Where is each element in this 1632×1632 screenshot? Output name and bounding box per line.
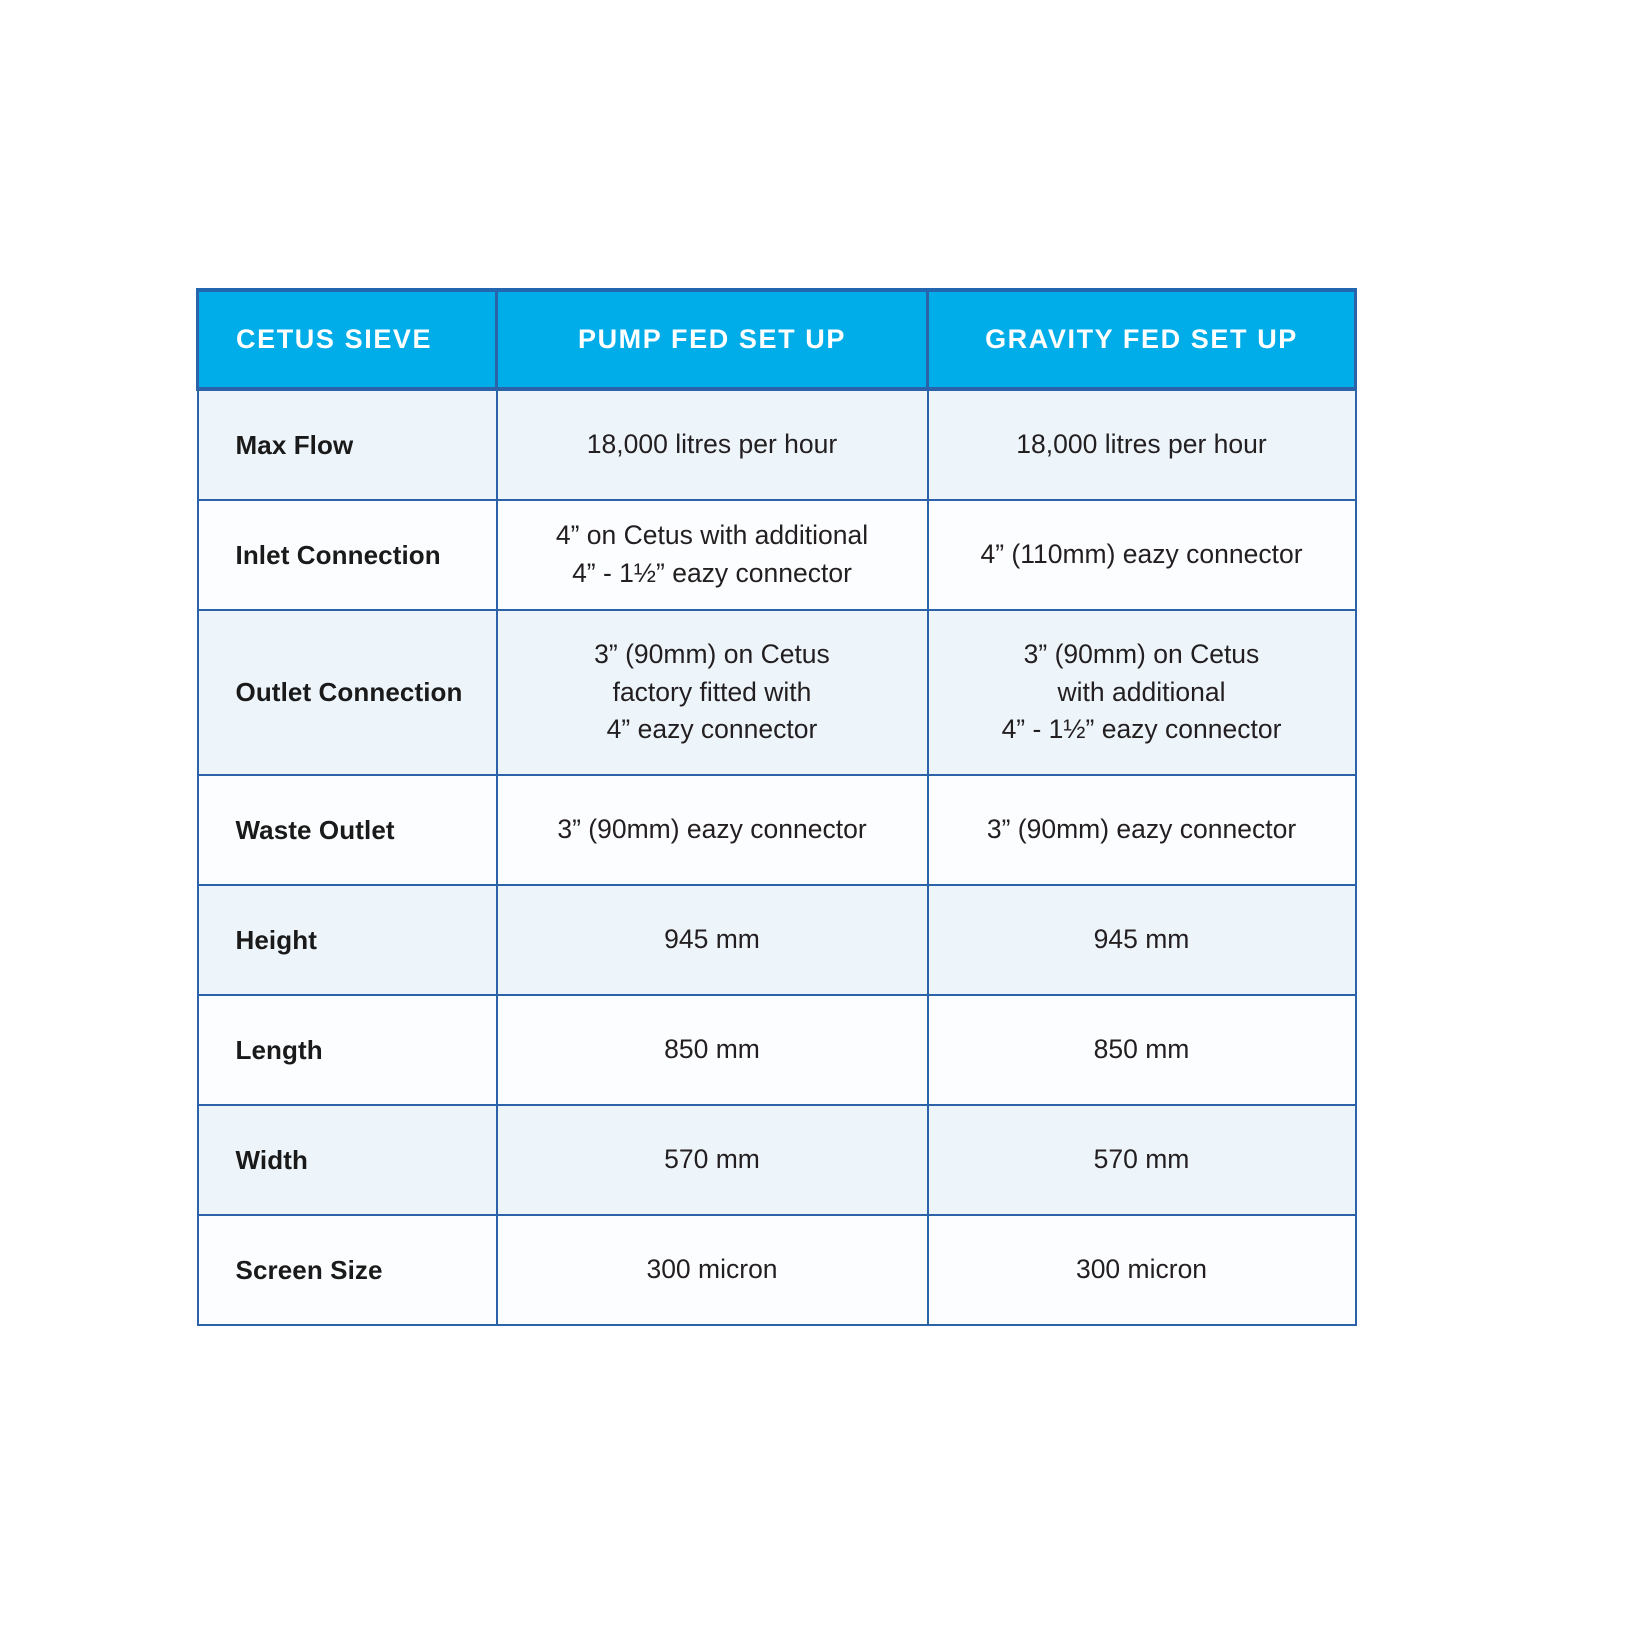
cell-text-line: 300 micron [1075, 1254, 1208, 1285]
cell-text-line: 4” - 1½” eazy connector [572, 558, 852, 588]
cell-gravity [928, 610, 1356, 775]
column-header-pump-fed-set-up: PUMP FED SET UP [497, 290, 928, 389]
cell-text-line: 4” - 1½” eazy connector [1001, 714, 1282, 745]
cell-pump [497, 1105, 928, 1215]
cell-text-line: with additional [1057, 676, 1226, 707]
table-row [198, 500, 1356, 610]
cell-text-line: 3” (90mm) on Cetus [594, 639, 830, 670]
spec-table-container [196, 288, 1354, 1326]
cell-text-line: 570 mm [1093, 1144, 1190, 1175]
row-label-cell: Outlet Connection [198, 610, 497, 775]
table-header-row [198, 290, 1356, 389]
table-row [198, 885, 1356, 995]
cell-pump [497, 775, 928, 885]
cell-gravity [928, 775, 1356, 885]
table-row [198, 775, 1356, 885]
cell-text-line: 300 micron [646, 1254, 778, 1285]
cell-text-line: 850 mm [1093, 1034, 1190, 1065]
cell-text-line: 18,000 litres per hour [1016, 429, 1267, 460]
cell-text-line: 945 mm [1093, 924, 1190, 955]
column-header-cetus-sieve: CETUS SIEVE [198, 290, 497, 389]
column-header-gravity-fed-set-up: GRAVITY FED SET UP [928, 290, 1356, 389]
cetus-sieve-specification-table [196, 288, 1357, 1326]
table-row [198, 995, 1356, 1105]
cell-text-line: 945 mm [664, 924, 760, 955]
cell-pump [497, 389, 928, 500]
cell-text-line: 850 mm [664, 1034, 760, 1065]
cell-gravity [928, 885, 1356, 995]
cell-text-line: 3” (90mm) eazy connector [986, 814, 1297, 845]
table-row [198, 389, 1356, 500]
row-label-cell: Inlet Connection [198, 500, 497, 610]
cell-pump [497, 610, 928, 775]
row-label-cell: Screen Size [198, 1215, 497, 1325]
cell-text-line: 3” (90mm) eazy connector [557, 814, 867, 845]
row-label-cell: Width [198, 1105, 497, 1215]
cell-text-line: 3” (90mm) on Cetus [1023, 639, 1260, 670]
cell-gravity [928, 1105, 1356, 1215]
row-label-cell: Height [198, 885, 497, 995]
row-label-cell: Length [198, 995, 497, 1105]
cell-text-line: 4” on Cetus with additional [555, 520, 869, 551]
row-label-cell: Max Flow [198, 389, 497, 500]
cell-text-line: factory fitted with [612, 676, 812, 707]
table-row [198, 610, 1356, 775]
table-header [198, 290, 1356, 389]
cell-pump [497, 885, 928, 995]
cell-text-line: 570 mm [664, 1144, 760, 1175]
cell-pump [497, 500, 928, 610]
table-row [198, 1215, 1356, 1325]
table-row [198, 1105, 1356, 1215]
cell-gravity [928, 389, 1356, 500]
cell-text-line: 18,000 litres per hour [586, 429, 838, 460]
cell-text-line: 4” eazy connector [606, 714, 818, 745]
cell-pump [497, 1215, 928, 1325]
cell-pump [497, 995, 928, 1105]
cell-gravity [928, 995, 1356, 1105]
table-body [198, 389, 1356, 1325]
cell-text-line: 4” (110mm) eazy connector [980, 539, 1303, 570]
row-label-cell: Waste Outlet [198, 775, 497, 885]
cell-gravity [928, 500, 1356, 610]
cell-gravity [928, 1215, 1356, 1325]
